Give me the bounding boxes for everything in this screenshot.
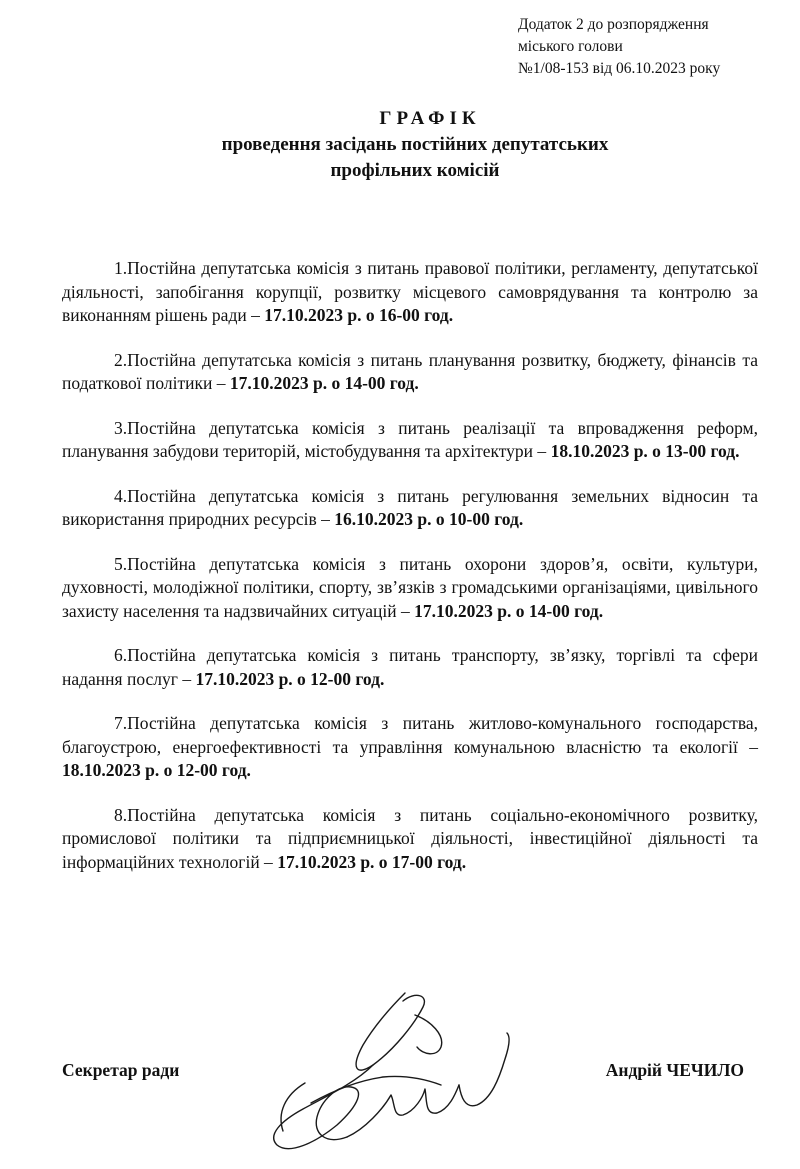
signatory-role: Секретар ради <box>62 1060 180 1080</box>
annex-header <box>518 14 788 80</box>
commission-date: 16.10.2023 р. о 10-00 год. <box>334 509 524 529</box>
commission-item <box>62 349 758 396</box>
commission-description: 2.Постійна депутатська комісія з питань планування розвитку, бюджету, фінансів та податкової політики – <box>62 349 758 393</box>
commission-item <box>62 553 758 624</box>
commission-item <box>62 712 758 783</box>
commission-description: 1.Постійна депутатська комісія з питань правової політики, регламенту, депутатської діяльності, запобігання корупції, розвитку місцевого самоврядування та контролю за виконанням рішень ради – <box>62 258 758 325</box>
commission-date: 17.10.2023 р. о 16-00 год. <box>264 305 454 325</box>
commission-description: 4.Постійна депутатська комісія з питань регулювання земельних відносин та використання природних ресурсів – <box>62 485 758 529</box>
commission-item <box>62 417 758 464</box>
document-title <box>0 106 800 184</box>
commission-date: 17.10.2023 р. о 14-00 год. <box>229 373 419 393</box>
commission-description: 6.Постійна депутатська комісія з питань транспорту, зв’язку, торгівлі та сфери надання послуг – <box>62 645 758 689</box>
commission-date: 17.10.2023 р. о 12-00 год. <box>195 668 385 689</box>
handwritten-signature <box>255 985 525 1160</box>
commission-date: 17.10.2023 р. о 17-00 год. <box>277 851 467 872</box>
commission-description: 5.Постійна депутатська комісія з питань охорони здоров’я, освіти, культури, духовності, молодіжної політики, спорту, зв’язків з громадськими організаціями, цивільного захисту населення та надзвичайних ситуацій – <box>62 553 758 621</box>
annex-line-2: міського голови <box>518 38 623 55</box>
signatory-name: Андрій ЧЕЧИЛО <box>605 1060 744 1080</box>
title-main: ГРАФІК <box>379 108 481 129</box>
title-subtitle-line-1: проведення засідань постійних депутатських <box>221 134 609 155</box>
commission-date: 18.10.2023 р. о 13-00 год. <box>550 441 740 461</box>
commission-schedule-list <box>62 257 758 874</box>
annex-line-1: Додаток 2 до розпорядження <box>518 16 709 33</box>
commission-date: 18.10.2023 р. о 12-00 год. <box>62 760 251 780</box>
commission-item <box>62 485 758 532</box>
commission-description: 3.Постійна депутатська комісія з питань реалізації та впровадження реформ, планування забудови територій, містобудування та архітектури – <box>62 417 758 461</box>
commission-description: 7.Постійна депутатська комісія з питань житлово-комунального господарства, благоустрою, енергоефективності та управління комунальною власністю та екології – <box>62 713 758 757</box>
commission-item <box>62 257 758 328</box>
title-subtitle-line-2: профільних комісій <box>330 160 500 181</box>
commission-description: 8.Постійна депутатська комісія з питань соціально-економічного розвитку, промислової політики та підприємницької діяльності, інвестиційної діяльності та інформаційних технологій – <box>62 804 758 872</box>
commission-date: 17.10.2023 р. о 14-00 год. <box>414 600 604 621</box>
commission-item <box>62 804 758 875</box>
annex-line-3: №1/08-153 від 06.10.2023 року <box>518 60 721 77</box>
commission-item <box>62 644 758 691</box>
